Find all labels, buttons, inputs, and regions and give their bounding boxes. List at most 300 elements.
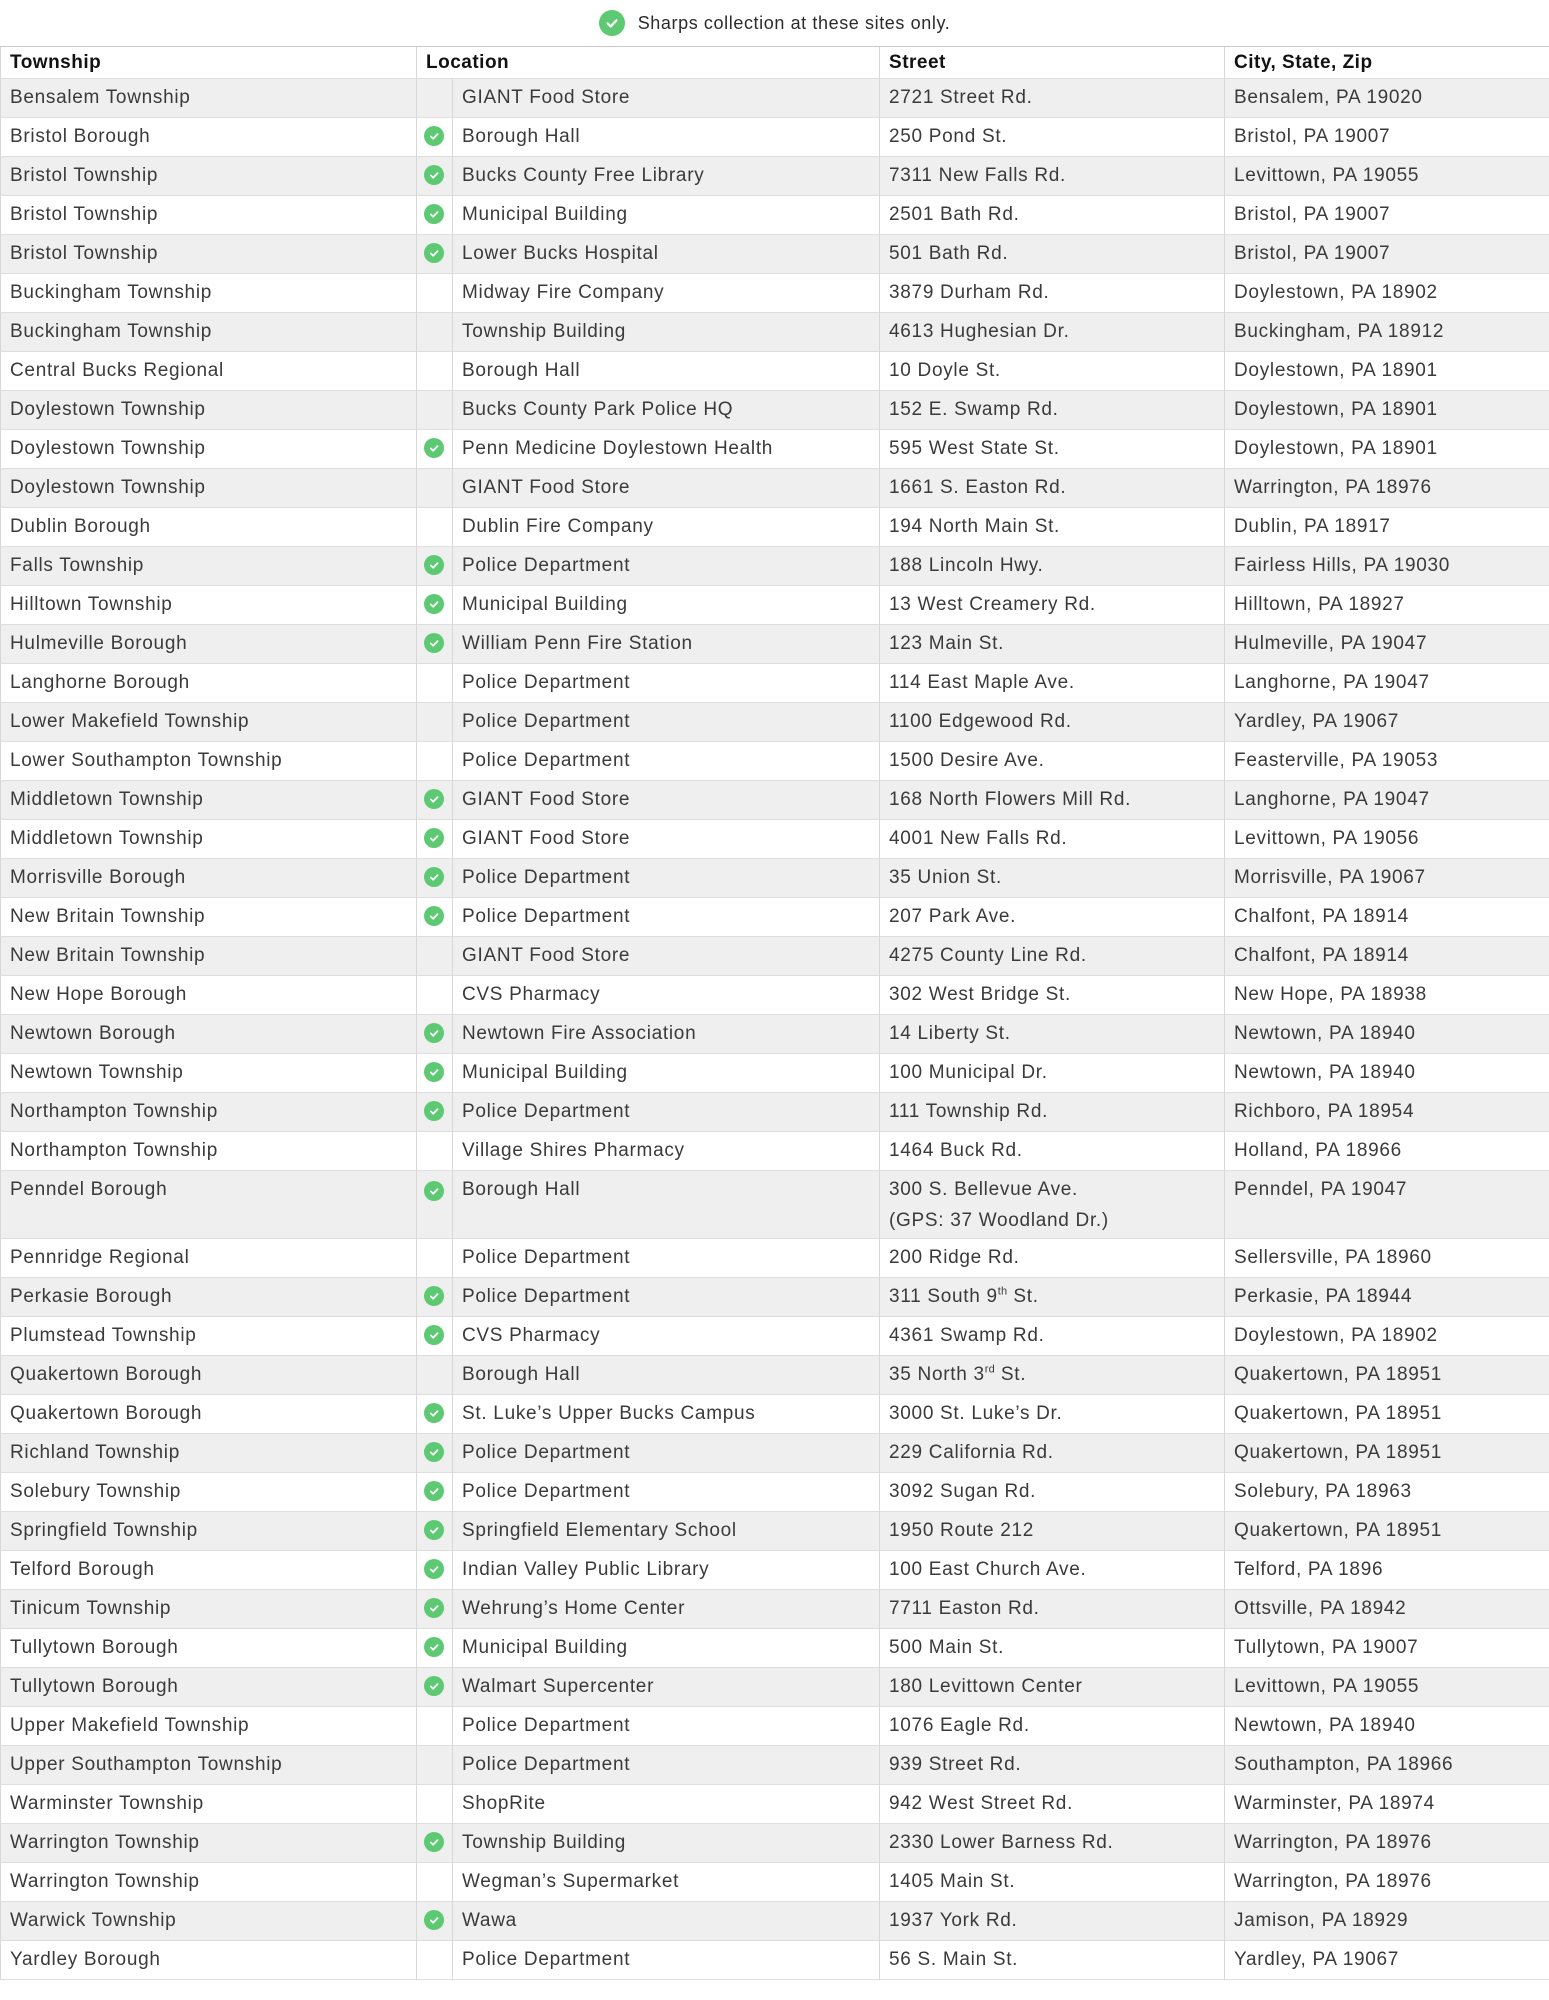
street-cell: 35 North 3rd St. <box>880 1356 1225 1395</box>
sharps-check-icon <box>424 1023 444 1043</box>
township-cell: Lower Southampton Township <box>1 742 417 781</box>
township-cell: Buckingham Township <box>1 274 417 313</box>
location-cell: Township Building <box>453 1824 880 1863</box>
location-cell: Springfield Elementary School <box>453 1512 880 1551</box>
location-cell: Police Department <box>453 1093 880 1132</box>
sharps-check-icon <box>424 1559 444 1579</box>
location-cell: Police Department <box>453 859 880 898</box>
township-cell: Tullytown Borough <box>1 1668 417 1707</box>
city-cell: Warrington, PA 18976 <box>1225 1863 1549 1902</box>
sharps-check-cell <box>417 196 453 235</box>
location-cell: ShopRite <box>453 1785 880 1824</box>
township-cell: Central Bucks Regional <box>1 352 417 391</box>
street-cell: 4275 County Line Rd. <box>880 937 1225 976</box>
sharps-check-icon <box>424 1598 444 1618</box>
street-cell: 1937 York Rd. <box>880 1902 1225 1941</box>
sharps-check-cell <box>417 1707 453 1746</box>
table-row <box>1 1278 1549 1317</box>
city-cell: Morrisville, PA 19067 <box>1225 859 1549 898</box>
street-cell: 2721 Street Rd. <box>880 79 1225 118</box>
city-cell: Levittown, PA 19055 <box>1225 1668 1549 1707</box>
sharps-check-icon <box>424 867 444 887</box>
township-cell: Solebury Township <box>1 1473 417 1512</box>
township-cell: Pennridge Regional <box>1 1239 417 1278</box>
location-cell: Bucks County Park Police HQ <box>453 391 880 430</box>
sharps-check-icon <box>424 1832 444 1852</box>
table-row <box>1 196 1549 235</box>
city-cell: Jamison, PA 18929 <box>1225 1902 1549 1941</box>
street-cell: 1405 Main St. <box>880 1863 1225 1902</box>
street-cell: 2330 Lower Barness Rd. <box>880 1824 1225 1863</box>
sharps-check-cell <box>417 235 453 274</box>
street-cell: 194 North Main St. <box>880 508 1225 547</box>
township-cell: Doylestown Township <box>1 391 417 430</box>
township-cell: New Britain Township <box>1 937 417 976</box>
table-row <box>1 391 1549 430</box>
table-row <box>1 1707 1549 1746</box>
location-cell: Walmart Supercenter <box>453 1668 880 1707</box>
sharps-check-icon <box>424 1910 444 1930</box>
sharps-check-cell <box>417 1054 453 1093</box>
sharps-check-icon <box>424 1101 444 1121</box>
township-cell: Tullytown Borough <box>1 1629 417 1668</box>
location-cell: GIANT Food Store <box>453 79 880 118</box>
street-cell: 111 Township Rd. <box>880 1093 1225 1132</box>
city-cell: Bristol, PA 19007 <box>1225 196 1549 235</box>
location-cell: Borough Hall <box>453 1171 880 1239</box>
table-row <box>1 1015 1549 1054</box>
location-cell: GIANT Food Store <box>453 820 880 859</box>
sharps-check-icon <box>424 1442 444 1462</box>
location-cell: Police Department <box>453 1278 880 1317</box>
street-cell: 501 Bath Rd. <box>880 235 1225 274</box>
sharps-check-cell <box>417 1668 453 1707</box>
table-row <box>1 547 1549 586</box>
table-row <box>1 1171 1549 1239</box>
city-cell: Yardley, PA 19067 <box>1225 703 1549 742</box>
table-row <box>1 1434 1549 1473</box>
street-ordinal-suffix: th <box>997 1285 1008 1298</box>
city-cell: Newtown, PA 18940 <box>1225 1015 1549 1054</box>
table-row <box>1 1395 1549 1434</box>
sharps-check-cell <box>417 1473 453 1512</box>
sharps-check-cell <box>417 391 453 430</box>
table-row <box>1 352 1549 391</box>
street-cell: 4613 Hughesian Dr. <box>880 313 1225 352</box>
table-row <box>1 586 1549 625</box>
table-row <box>1 1902 1549 1941</box>
sharps-check-cell <box>417 157 453 196</box>
sharps-check-cell <box>417 118 453 157</box>
street-cell: 942 West Street Rd. <box>880 1785 1225 1824</box>
column-header-location: Location <box>417 47 880 79</box>
sharps-check-cell <box>417 1132 453 1171</box>
street-cell: 207 Park Ave. <box>880 898 1225 937</box>
sharps-check-icon <box>424 1062 444 1082</box>
sharps-check-cell <box>417 352 453 391</box>
sharps-check-cell <box>417 1824 453 1863</box>
location-cell: GIANT Food Store <box>453 781 880 820</box>
sharps-check-cell <box>417 313 453 352</box>
city-cell: Bensalem, PA 19020 <box>1225 79 1549 118</box>
sharps-check-cell <box>417 1317 453 1356</box>
township-cell: Newtown Township <box>1 1054 417 1093</box>
city-cell: Newtown, PA 18940 <box>1225 1054 1549 1093</box>
sharps-check-icon <box>424 1637 444 1657</box>
township-cell: Doylestown Township <box>1 430 417 469</box>
street-cell: 311 South 9th St. <box>880 1278 1225 1317</box>
street-cell: 10 Doyle St. <box>880 352 1225 391</box>
city-cell: Doylestown, PA 18901 <box>1225 352 1549 391</box>
township-cell: Hilltown Township <box>1 586 417 625</box>
sharps-check-icon <box>424 1481 444 1501</box>
sharps-check-icon <box>424 789 444 809</box>
table-row <box>1 1863 1549 1902</box>
township-cell: Newtown Borough <box>1 1015 417 1054</box>
city-cell: Hilltown, PA 18927 <box>1225 586 1549 625</box>
street-cell: 1076 Eagle Rd. <box>880 1707 1225 1746</box>
street-cell: 1464 Buck Rd. <box>880 1132 1225 1171</box>
street-cell: 2501 Bath Rd. <box>880 196 1225 235</box>
sharps-check-icon <box>424 165 444 185</box>
street-cell: 1100 Edgewood Rd. <box>880 703 1225 742</box>
table-row <box>1 1239 1549 1278</box>
table-body <box>1 79 1549 1980</box>
township-cell: Morrisville Borough <box>1 859 417 898</box>
township-cell: New Hope Borough <box>1 976 417 1015</box>
table-row <box>1 1356 1549 1395</box>
street-cell: 152 E. Swamp Rd. <box>880 391 1225 430</box>
city-cell: Tullytown, PA 19007 <box>1225 1629 1549 1668</box>
location-cell: GIANT Food Store <box>453 937 880 976</box>
table-row <box>1 781 1549 820</box>
township-cell: Upper Makefield Township <box>1 1707 417 1746</box>
sharps-check-cell <box>417 1171 453 1239</box>
sharps-check-cell <box>417 937 453 976</box>
city-cell: Southampton, PA 18966 <box>1225 1746 1549 1785</box>
township-cell: Plumstead Township <box>1 1317 417 1356</box>
city-cell: Doylestown, PA 18901 <box>1225 430 1549 469</box>
street-cell: 100 East Church Ave. <box>880 1551 1225 1590</box>
location-cell: Lower Bucks Hospital <box>453 235 880 274</box>
sharps-check-cell <box>417 1093 453 1132</box>
sharps-check-cell <box>417 469 453 508</box>
location-cell: Municipal Building <box>453 1629 880 1668</box>
township-cell: Yardley Borough <box>1 1941 417 1980</box>
township-cell: Upper Southampton Township <box>1 1746 417 1785</box>
township-cell: Warrington Township <box>1 1863 417 1902</box>
sharps-check-cell <box>417 1941 453 1980</box>
township-cell: Northampton Township <box>1 1132 417 1171</box>
street-cell: 3000 St. Luke’s Dr. <box>880 1395 1225 1434</box>
sharps-check-icon <box>424 906 444 926</box>
table-header <box>1 47 1549 79</box>
location-cell: Wegman’s Supermarket <box>453 1863 880 1902</box>
township-cell: Penndel Borough <box>1 1171 417 1239</box>
township-cell: Warrington Township <box>1 1824 417 1863</box>
sharps-check-icon <box>424 828 444 848</box>
township-cell: Bristol Township <box>1 235 417 274</box>
column-header-city: City, State, Zip <box>1225 47 1549 79</box>
table-row <box>1 79 1549 118</box>
street-cell: 7311 New Falls Rd. <box>880 157 1225 196</box>
city-cell: Richboro, PA 18954 <box>1225 1093 1549 1132</box>
sharps-sites-table <box>0 46 1549 1980</box>
street-cell: 250 Pond St. <box>880 118 1225 157</box>
sharps-check-icon <box>424 1325 444 1345</box>
city-cell: Hulmeville, PA 19047 <box>1225 625 1549 664</box>
sharps-check-icon <box>424 1676 444 1696</box>
township-cell: Lower Makefield Township <box>1 703 417 742</box>
table-row <box>1 898 1549 937</box>
table-row <box>1 1629 1549 1668</box>
table-row <box>1 1093 1549 1132</box>
location-cell: Police Department <box>453 1746 880 1785</box>
table-row <box>1 274 1549 313</box>
table-row <box>1 742 1549 781</box>
sharps-check-cell <box>417 1395 453 1434</box>
township-cell: Doylestown Township <box>1 469 417 508</box>
location-cell: Penn Medicine Doylestown Health <box>453 430 880 469</box>
sharps-check-cell <box>417 586 453 625</box>
city-cell: Chalfont, PA 18914 <box>1225 898 1549 937</box>
township-cell: Telford Borough <box>1 1551 417 1590</box>
column-header-township: Township <box>1 47 417 79</box>
street-cell: 7711 Easton Rd. <box>880 1590 1225 1629</box>
sharps-check-cell <box>417 79 453 118</box>
city-cell: Yardley, PA 19067 <box>1225 1941 1549 1980</box>
sharps-check-icon <box>424 1181 444 1201</box>
street-cell: 4361 Swamp Rd. <box>880 1317 1225 1356</box>
sharps-check-cell <box>417 508 453 547</box>
city-cell: Doylestown, PA 18901 <box>1225 391 1549 430</box>
location-cell: Wehrung’s Home Center <box>453 1590 880 1629</box>
location-cell: Township Building <box>453 313 880 352</box>
city-cell: Bristol, PA 19007 <box>1225 235 1549 274</box>
street-cell: 180 Levittown Center <box>880 1668 1225 1707</box>
table-row <box>1 1512 1549 1551</box>
township-cell: Warwick Township <box>1 1902 417 1941</box>
location-cell: Police Department <box>453 1473 880 1512</box>
location-cell: Police Department <box>453 742 880 781</box>
location-cell: Police Department <box>453 1941 880 1980</box>
table-row <box>1 625 1549 664</box>
sharps-check-cell <box>417 1863 453 1902</box>
location-cell: Police Department <box>453 547 880 586</box>
sharps-check-icon <box>599 10 625 36</box>
location-cell: Police Department <box>453 898 880 937</box>
sharps-check-cell <box>417 898 453 937</box>
township-cell: Bristol Borough <box>1 118 417 157</box>
street-gps-note: (GPS: 37 Woodland Dr.) <box>889 1210 1109 1231</box>
city-cell: Langhorne, PA 19047 <box>1225 664 1549 703</box>
table-row <box>1 664 1549 703</box>
street-cell: 302 West Bridge St. <box>880 976 1225 1015</box>
city-cell: Quakertown, PA 18951 <box>1225 1395 1549 1434</box>
table-row <box>1 976 1549 1015</box>
location-cell: Midway Fire Company <box>453 274 880 313</box>
township-cell: Bristol Township <box>1 157 417 196</box>
city-cell: Bristol, PA 19007 <box>1225 118 1549 157</box>
table-row <box>1 1473 1549 1512</box>
location-cell: CVS Pharmacy <box>453 1317 880 1356</box>
sharps-check-cell <box>417 1590 453 1629</box>
location-cell: Police Department <box>453 664 880 703</box>
sharps-check-cell <box>417 820 453 859</box>
sharps-legend <box>0 0 1549 46</box>
sharps-check-cell <box>417 1015 453 1054</box>
street-cell: 4001 New Falls Rd. <box>880 820 1225 859</box>
street-cell: 168 North Flowers Mill Rd. <box>880 781 1225 820</box>
street-cell: 939 Street Rd. <box>880 1746 1225 1785</box>
street-cell: 1950 Route 212 <box>880 1512 1225 1551</box>
township-cell: Tinicum Township <box>1 1590 417 1629</box>
street-cell: 100 Municipal Dr. <box>880 1054 1225 1093</box>
street-cell: 300 S. Bellevue Ave. (GPS: 37 Woodland Dr.) <box>880 1171 1225 1239</box>
table-row <box>1 1590 1549 1629</box>
street-cell: 13 West Creamery Rd. <box>880 586 1225 625</box>
location-cell: Police Department <box>453 703 880 742</box>
sharps-check-icon <box>424 1520 444 1540</box>
township-cell: Quakertown Borough <box>1 1356 417 1395</box>
location-cell: Police Department <box>453 1239 880 1278</box>
sharps-check-icon <box>424 555 444 575</box>
city-cell: Quakertown, PA 18951 <box>1225 1512 1549 1551</box>
township-cell: New Britain Township <box>1 898 417 937</box>
location-cell: GIANT Food Store <box>453 469 880 508</box>
city-cell: Newtown, PA 18940 <box>1225 1707 1549 1746</box>
table-row <box>1 1132 1549 1171</box>
column-header-street: Street <box>880 47 1225 79</box>
street-cell: 14 Liberty St. <box>880 1015 1225 1054</box>
township-cell: Springfield Township <box>1 1512 417 1551</box>
location-cell: Village Shires Pharmacy <box>453 1132 880 1171</box>
township-cell: Falls Township <box>1 547 417 586</box>
table-row <box>1 157 1549 196</box>
table-row <box>1 1668 1549 1707</box>
township-cell: Bensalem Township <box>1 79 417 118</box>
sharps-check-icon <box>424 204 444 224</box>
township-cell: Perkasie Borough <box>1 1278 417 1317</box>
location-cell: Wawa <box>453 1902 880 1941</box>
table-row <box>1 118 1549 157</box>
location-cell: Borough Hall <box>453 1356 880 1395</box>
city-cell: Buckingham, PA 18912 <box>1225 313 1549 352</box>
city-cell: Fairless Hills, PA 19030 <box>1225 547 1549 586</box>
table-row <box>1 430 1549 469</box>
table-row <box>1 1054 1549 1093</box>
street-ordinal-suffix: rd <box>984 1363 995 1376</box>
location-cell: St. Luke’s Upper Bucks Campus <box>453 1395 880 1434</box>
sharps-check-cell <box>417 1746 453 1785</box>
sharps-check-icon <box>424 633 444 653</box>
location-cell: Police Department <box>453 1707 880 1746</box>
city-cell: Doylestown, PA 18902 <box>1225 274 1549 313</box>
table-row <box>1 937 1549 976</box>
location-cell: Indian Valley Public Library <box>453 1551 880 1590</box>
sharps-check-cell <box>417 430 453 469</box>
city-cell: Solebury, PA 18963 <box>1225 1473 1549 1512</box>
sharps-check-cell <box>417 1629 453 1668</box>
township-cell: Buckingham Township <box>1 313 417 352</box>
city-cell: Dublin, PA 18917 <box>1225 508 1549 547</box>
sharps-check-cell <box>417 1551 453 1590</box>
table-row <box>1 1317 1549 1356</box>
city-cell: Telford, PA 1896 <box>1225 1551 1549 1590</box>
street-cell: 56 S. Main St. <box>880 1941 1225 1980</box>
township-cell: Middletown Township <box>1 781 417 820</box>
city-cell: Langhorne, PA 19047 <box>1225 781 1549 820</box>
legend-text: Sharps collection at these sites only. <box>637 12 951 33</box>
street-cell: 35 Union St. <box>880 859 1225 898</box>
street-cell: 500 Main St. <box>880 1629 1225 1668</box>
city-cell: Warrington, PA 18976 <box>1225 1824 1549 1863</box>
location-cell: Municipal Building <box>453 196 880 235</box>
sharps-check-cell <box>417 1785 453 1824</box>
city-cell: Levittown, PA 19056 <box>1225 820 1549 859</box>
sharps-check-cell <box>417 1434 453 1473</box>
street-cell: 1661 S. Easton Rd. <box>880 469 1225 508</box>
location-cell: Newtown Fire Association <box>453 1015 880 1054</box>
city-cell: Warminster, PA 18974 <box>1225 1785 1549 1824</box>
street-cell: 123 Main St. <box>880 625 1225 664</box>
sharps-check-cell <box>417 1239 453 1278</box>
sharps-check-cell <box>417 1902 453 1941</box>
table-row <box>1 508 1549 547</box>
table-row <box>1 1824 1549 1863</box>
table-row <box>1 1941 1549 1980</box>
township-cell: Dublin Borough <box>1 508 417 547</box>
township-cell: Bristol Township <box>1 196 417 235</box>
location-cell: Municipal Building <box>453 1054 880 1093</box>
city-cell: Quakertown, PA 18951 <box>1225 1356 1549 1395</box>
city-cell: Feasterville, PA 19053 <box>1225 742 1549 781</box>
table-row <box>1 1785 1549 1824</box>
street-cell: 1500 Desire Ave. <box>880 742 1225 781</box>
street-cell: 200 Ridge Rd. <box>880 1239 1225 1278</box>
sharps-check-cell <box>417 781 453 820</box>
township-cell: Richland Township <box>1 1434 417 1473</box>
sharps-check-cell <box>417 742 453 781</box>
sharps-check-cell <box>417 703 453 742</box>
township-cell: Hulmeville Borough <box>1 625 417 664</box>
street-cell: 114 East Maple Ave. <box>880 664 1225 703</box>
city-cell: Chalfont, PA 18914 <box>1225 937 1549 976</box>
township-cell: Northampton Township <box>1 1093 417 1132</box>
location-cell: Borough Hall <box>453 352 880 391</box>
sharps-check-cell <box>417 1356 453 1395</box>
location-cell: Borough Hall <box>453 118 880 157</box>
location-cell: Municipal Building <box>453 586 880 625</box>
table-row <box>1 703 1549 742</box>
street-cell: 188 Lincoln Hwy. <box>880 547 1225 586</box>
sharps-check-cell <box>417 547 453 586</box>
city-cell: Holland, PA 18966 <box>1225 1132 1549 1171</box>
street-cell: 595 West State St. <box>880 430 1225 469</box>
city-cell: Ottsville, PA 18942 <box>1225 1590 1549 1629</box>
sharps-check-cell <box>417 625 453 664</box>
table-row <box>1 859 1549 898</box>
sharps-check-cell <box>417 1512 453 1551</box>
location-cell: William Penn Fire Station <box>453 625 880 664</box>
sharps-check-icon <box>424 1286 444 1306</box>
location-cell: Police Department <box>453 1434 880 1473</box>
city-cell: Warrington, PA 18976 <box>1225 469 1549 508</box>
table-row <box>1 235 1549 274</box>
sharps-check-cell <box>417 664 453 703</box>
sharps-check-cell <box>417 859 453 898</box>
sharps-check-icon <box>424 126 444 146</box>
